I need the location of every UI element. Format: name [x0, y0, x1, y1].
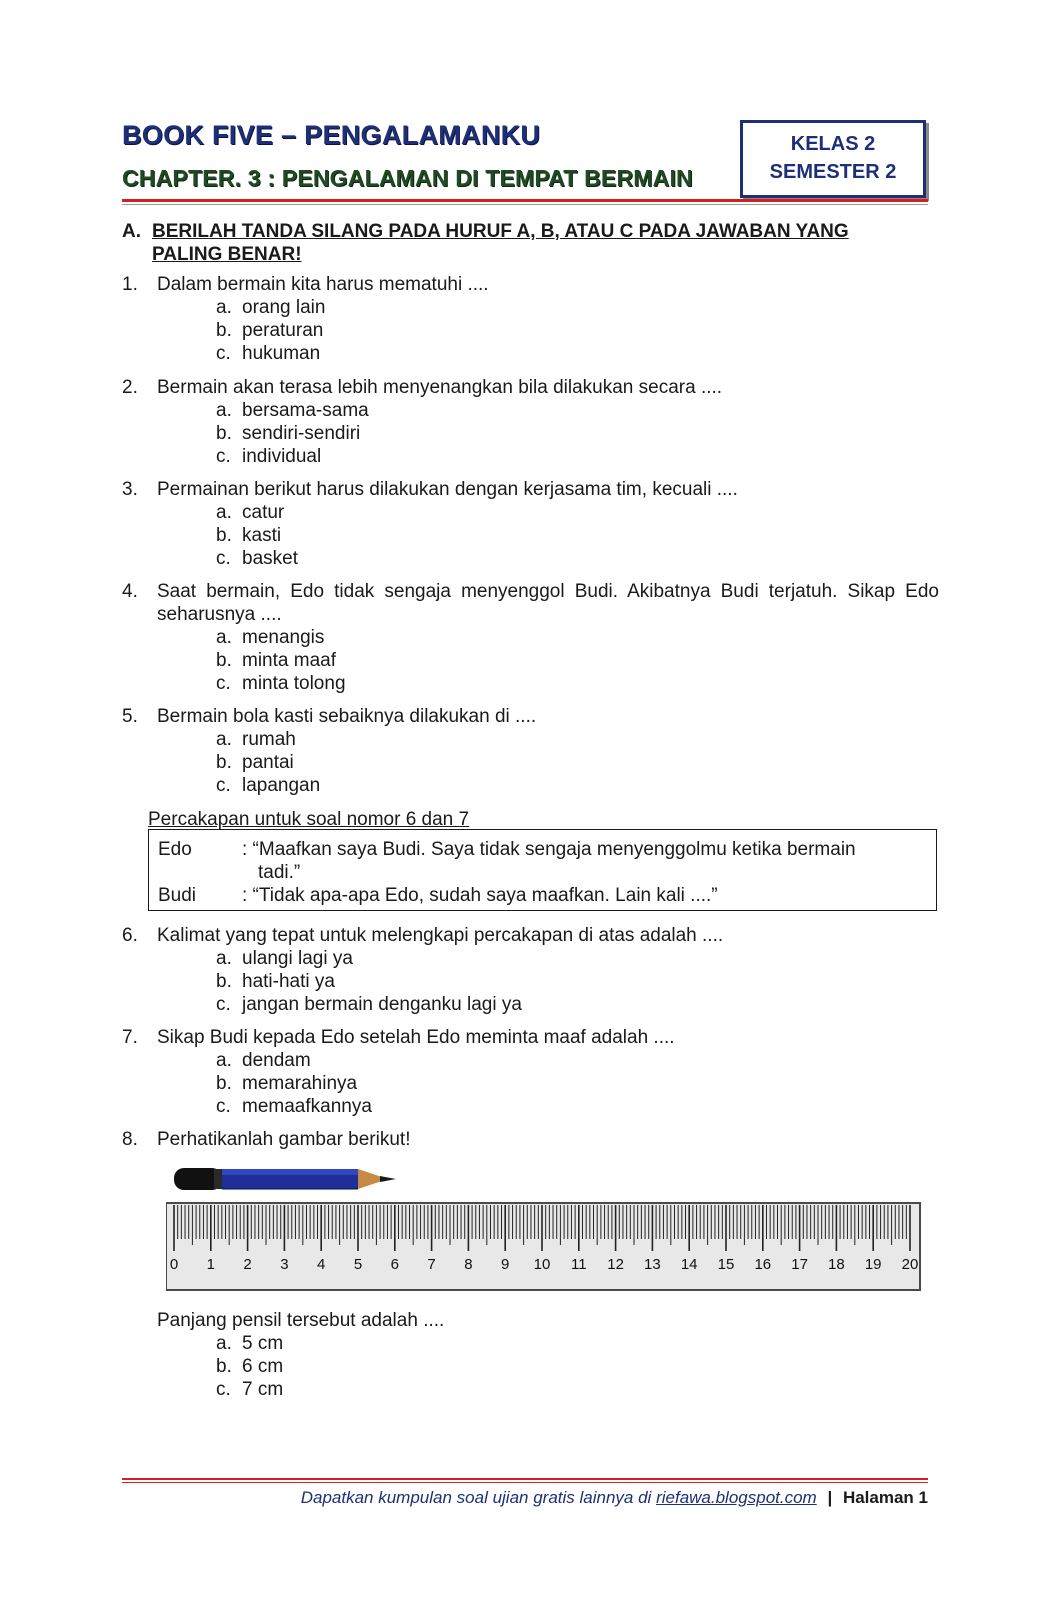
option-text: pantai	[242, 752, 294, 773]
ruler-label: 16	[754, 1256, 772, 1273]
option-letter: c.	[216, 673, 231, 694]
ruler-label: 6	[390, 1256, 399, 1273]
question-stem: Kalimat yang tepat untuk melengkapi percakapan di atas adalah ....	[157, 925, 724, 946]
question-number: 8.	[122, 1129, 138, 1150]
question-number: 2.	[122, 377, 138, 398]
option-letter: c.	[216, 994, 231, 1015]
option-letter: b.	[216, 1073, 232, 1094]
ruler-label: 4	[317, 1256, 326, 1273]
option-letter: a.	[216, 1333, 232, 1354]
pencil-ruler-figure	[166, 1163, 926, 1300]
option-letter: b.	[216, 525, 232, 546]
ruler-label: 10	[533, 1256, 551, 1273]
speaker-edo: Edo	[158, 839, 192, 860]
section-letter: A.	[122, 221, 141, 242]
option-text: orang lain	[242, 297, 326, 318]
option-text: memarahinya	[242, 1073, 358, 1094]
option-text: menangis	[242, 627, 325, 648]
option-letter: b.	[216, 650, 232, 671]
option-text: 6 cm	[242, 1356, 284, 1377]
header-divider-grey	[122, 204, 928, 205]
question-number: 7.	[122, 1027, 138, 1048]
option-text: jangan bermain denganku lagi ya	[242, 994, 522, 1015]
ruler-label: 12	[607, 1256, 624, 1273]
option-letter: b.	[216, 320, 232, 341]
footer	[301, 1488, 928, 1508]
speaker-edo-line: : “Maafkan saya Budi. Saya tidak sengaja menyenggolmu ketika bermain	[242, 839, 856, 860]
option-letter: a.	[216, 729, 232, 750]
grade-box	[740, 120, 926, 198]
conversation-label: Percakapan untuk soal nomor 6 dan 7	[148, 809, 470, 830]
question-stem: Dalam bermain kita harus mematuhi ....	[157, 274, 489, 295]
option-text: kasti	[242, 525, 282, 546]
ruler-label: 5	[353, 1256, 363, 1273]
option-letter: c.	[216, 1096, 231, 1117]
question-number: 1.	[122, 274, 138, 295]
header-divider-red	[122, 199, 928, 202]
book-title: BOOK FIVE – PENGALAMANKU	[122, 120, 541, 150]
question-stem-2: Panjang pensil tersebut adalah ....	[157, 1310, 445, 1331]
option-text: peraturan	[242, 320, 324, 341]
semester-label: SEMESTER 2	[769, 161, 897, 183]
ruler-label: 11	[571, 1256, 587, 1273]
option-text: sendiri-sendiri	[242, 423, 361, 444]
question-number: 4.	[122, 581, 138, 602]
option-text: ulangi lagi ya	[242, 948, 353, 969]
ruler-label: 14	[680, 1256, 698, 1273]
option-letter: a.	[216, 948, 232, 969]
option-letter: c.	[216, 343, 231, 364]
ruler-label: 1	[206, 1256, 215, 1273]
option-text: rumah	[242, 729, 296, 750]
ruler-label: 19	[864, 1256, 882, 1273]
option-text: hati-hati ya	[242, 971, 335, 992]
footer-divider-thin	[122, 1482, 928, 1483]
option-letter: c.	[216, 775, 231, 796]
ruler-label: 3	[280, 1256, 289, 1273]
ruler-label: 7	[427, 1256, 436, 1273]
option-text: hukuman	[242, 343, 321, 364]
question-stem: Bermain bola kasti sebaiknya dilakukan di ....	[157, 706, 537, 727]
ruler-label: 17	[791, 1256, 808, 1273]
option-text: minta maaf	[242, 650, 336, 671]
page-number: Halaman 1	[842, 1488, 928, 1507]
ruler-label: 8	[464, 1256, 473, 1273]
option-letter: b.	[216, 752, 232, 773]
question-number: 3.	[122, 479, 138, 500]
option-letter: a.	[216, 400, 232, 421]
ruler-label: 18	[828, 1256, 845, 1273]
option-text: catur	[242, 502, 285, 523]
chapter-title: CHAPTER. 3 : PENGALAMAN DI TEMPAT BERMAIN	[122, 165, 693, 191]
option-text: lapangan	[242, 775, 321, 796]
option-text: memaafkannya	[242, 1096, 372, 1117]
option-letter: b.	[216, 1356, 232, 1377]
question-number: 5.	[122, 706, 138, 727]
option-letter: c.	[216, 548, 231, 569]
pencil-icon	[174, 1168, 396, 1190]
option-text: basket	[242, 548, 298, 569]
ruler-labels	[170, 1256, 919, 1273]
option-letter: c.	[216, 1379, 231, 1400]
option-letter: c.	[216, 446, 231, 467]
question-number: 6.	[122, 925, 138, 946]
ruler-label: 15	[717, 1256, 735, 1273]
option-letter: a.	[216, 297, 232, 318]
grade-label: KELAS 2	[790, 133, 876, 155]
option-text: minta tolong	[242, 673, 346, 694]
option-letter: a.	[216, 627, 232, 648]
option-text: individual	[242, 446, 322, 467]
question-stem: Sikap Budi kepada Edo setelah Edo meminta maaf adalah ....	[157, 1027, 675, 1048]
ruler-label: 0	[169, 1256, 179, 1273]
ruler-label: 9	[501, 1256, 510, 1273]
option-text: 5 cm	[242, 1333, 284, 1354]
question-stem: Bermain akan terasa lebih menyenangkan bila dilakukan secara ....	[157, 377, 723, 398]
footer-separator: |	[827, 1488, 833, 1507]
option-letter: a.	[216, 1050, 232, 1071]
question-stem: Permainan berikut harus dilakukan dengan kerjasama tim, kecuali ....	[157, 479, 738, 500]
speaker-budi: Budi	[158, 885, 197, 906]
ruler-ticks	[174, 1205, 910, 1251]
speaker-edo-line-cont: tadi.”	[258, 862, 301, 883]
pencil-ruler-svg	[166, 1163, 926, 1295]
option-text: bersama-sama	[242, 400, 369, 421]
option-letter: b.	[216, 423, 232, 444]
footer-divider	[122, 1478, 928, 1480]
ruler-label: 2	[243, 1256, 252, 1273]
footer-text: Dapatkan kumpulan soal ujian gratis lainnya di	[300, 1488, 652, 1507]
option-text: dendam	[242, 1050, 311, 1071]
option-letter: a.	[216, 502, 232, 523]
question-stem: Saat bermain, Edo tidak sengaja menyenggol Budi. Akibatnya Budi terjatuh. Sikap Edo seharusnya ....	[157, 581, 939, 625]
speaker-budi-line: : “Tidak apa-apa Edo, sudah saya maafkan. Lain kali ....”	[242, 885, 718, 906]
ruler-label: 20	[901, 1256, 919, 1273]
option-text: 7 cm	[242, 1379, 284, 1400]
ruler-label: 13	[644, 1256, 661, 1273]
question-stem: Perhatikanlah gambar berikut!	[157, 1129, 411, 1150]
footer-link[interactable]: riefawa.blogspot.com	[656, 1488, 817, 1507]
section-text: BERILAH TANDA SILANG PADA HURUF A, B, ATAU C PADA JAWABAN YANG PALING BENAR!	[152, 221, 849, 265]
option-letter: b.	[216, 971, 232, 992]
